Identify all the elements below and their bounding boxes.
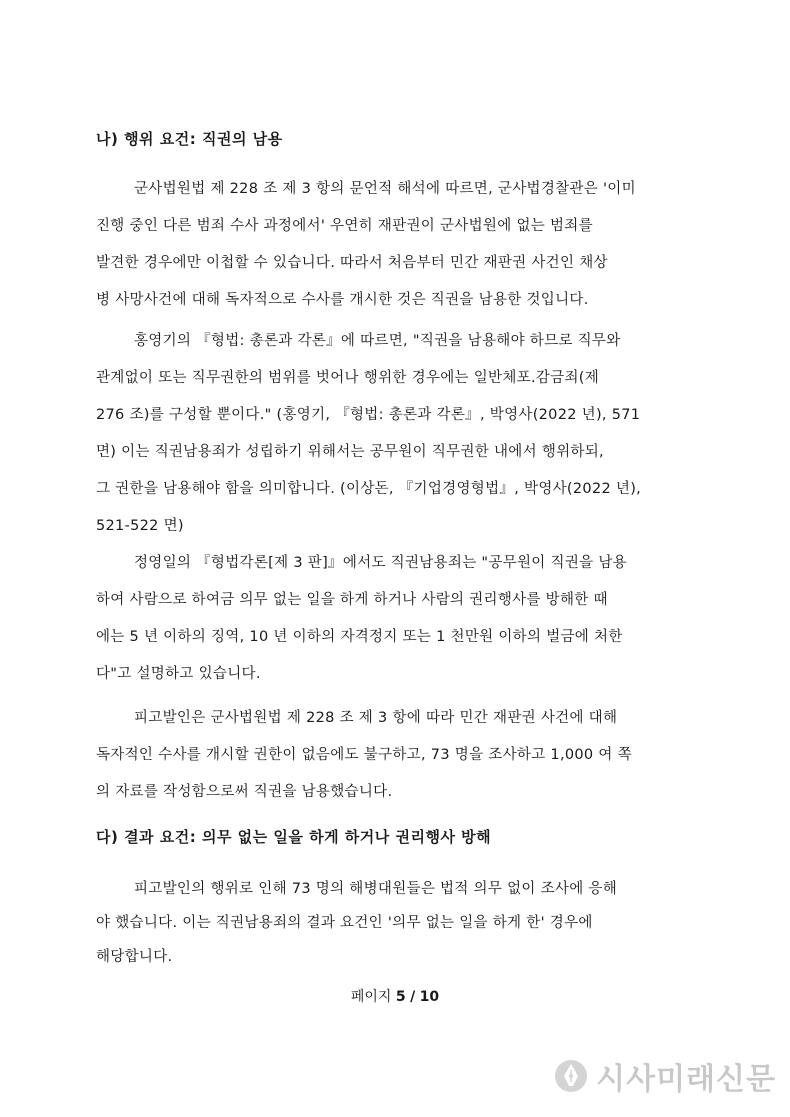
watermark-text: 시사미래신문 [596, 1062, 776, 1097]
text-line: 발견한 경우에만 이첩할 수 있습니다. 따라서 처음부터 민간 재판권 사건인 채상 [96, 255, 608, 271]
text-line: 521-522 면) [96, 518, 184, 534]
text-line: 정영일의 『형법각론[제 3 판]』에서도 직권남용죄는 "공무원이 직권을 남용 [134, 555, 627, 571]
section-heading-na: 나) 행위 요건: 직권의 남용 [96, 130, 283, 148]
text-line: 다"고 설명하고 있습니다. [96, 666, 261, 682]
text-line: 그 권한을 남용해야 함을 의미합니다. (이상돈, 『기업경영형법』, 박영사(2022 년), [96, 481, 642, 497]
text-line: 관계없이 또는 직무권한의 범위를 벗어나 행위한 경우에는 일반체포.감금죄(제 [96, 370, 600, 386]
text-line: 군사법원법 제 228 조 제 3 항의 문언적 해석에 따르면, 군사법경찰관은 '이미 [134, 181, 636, 197]
page-label: 페이지 [350, 989, 392, 1005]
text-line: 병 사망사건에 대해 독자적으로 수사를 개시한 것은 직권을 남용한 것입니다. [96, 292, 589, 308]
section-heading-da: 다) 결과 요건: 의무 없는 일을 하게 하거나 권리행사 방해 [96, 828, 492, 846]
text-line: 면) 이는 직권남용죄가 성립하기 위해서는 공무원이 직무권한 내에서 행위하되, [96, 444, 604, 460]
text-line: 해당합니다. [96, 949, 173, 965]
text-line: 에는 5 년 이하의 징역, 10 년 이하의 자격정지 또는 1 천만원 이하의 벌금에 처한 [96, 629, 623, 645]
text-line: 홍영기의 『형법: 총론과 각론』에 따르면, "직권을 남용해야 하므로 직무와 [134, 333, 621, 349]
text-line: 피고발인은 군사법원법 제 228 조 제 3 항에 따라 민간 재판권 사건에 대해 [134, 710, 618, 726]
current-page: 5 [395, 989, 406, 1005]
text-line: 피고발인의 행위로 인해 73 명의 해병대원들은 법적 의무 없이 조사에 응해 [134, 881, 618, 897]
total-pages: 10 [419, 989, 440, 1005]
page-separator: / [410, 989, 416, 1005]
text-line: 276 조)를 구성할 뿐이다." (홍영기, 『형법: 총론과 각론』, 박영사(2022 년), 571 [96, 407, 641, 423]
text-line: 의 자료를 작성함으로써 직권을 남용했습니다. [96, 784, 393, 800]
fountain-pen-nib-icon [554, 1059, 588, 1093]
text-line: 하여 사람으로 하여금 의무 없는 일을 하게 하거나 사람의 권리행사를 방해한 때 [96, 592, 608, 608]
text-line: 독자적인 수사를 개시할 권한이 없음에도 불구하고, 73 명을 조사하고 1,000 여 쪽 [96, 747, 632, 763]
text-line: 야 했습니다. 이는 직권남용죄의 결과 요건인 '의무 없는 일을 하게 한' 경우에 [96, 915, 593, 931]
text-line: 진행 중인 다른 범죄 수사 과정에서' 우연히 재판권이 군사법원에 없는 범죄를 [96, 218, 593, 234]
page-number [0, 986, 790, 1006]
watermark [554, 1054, 776, 1098]
